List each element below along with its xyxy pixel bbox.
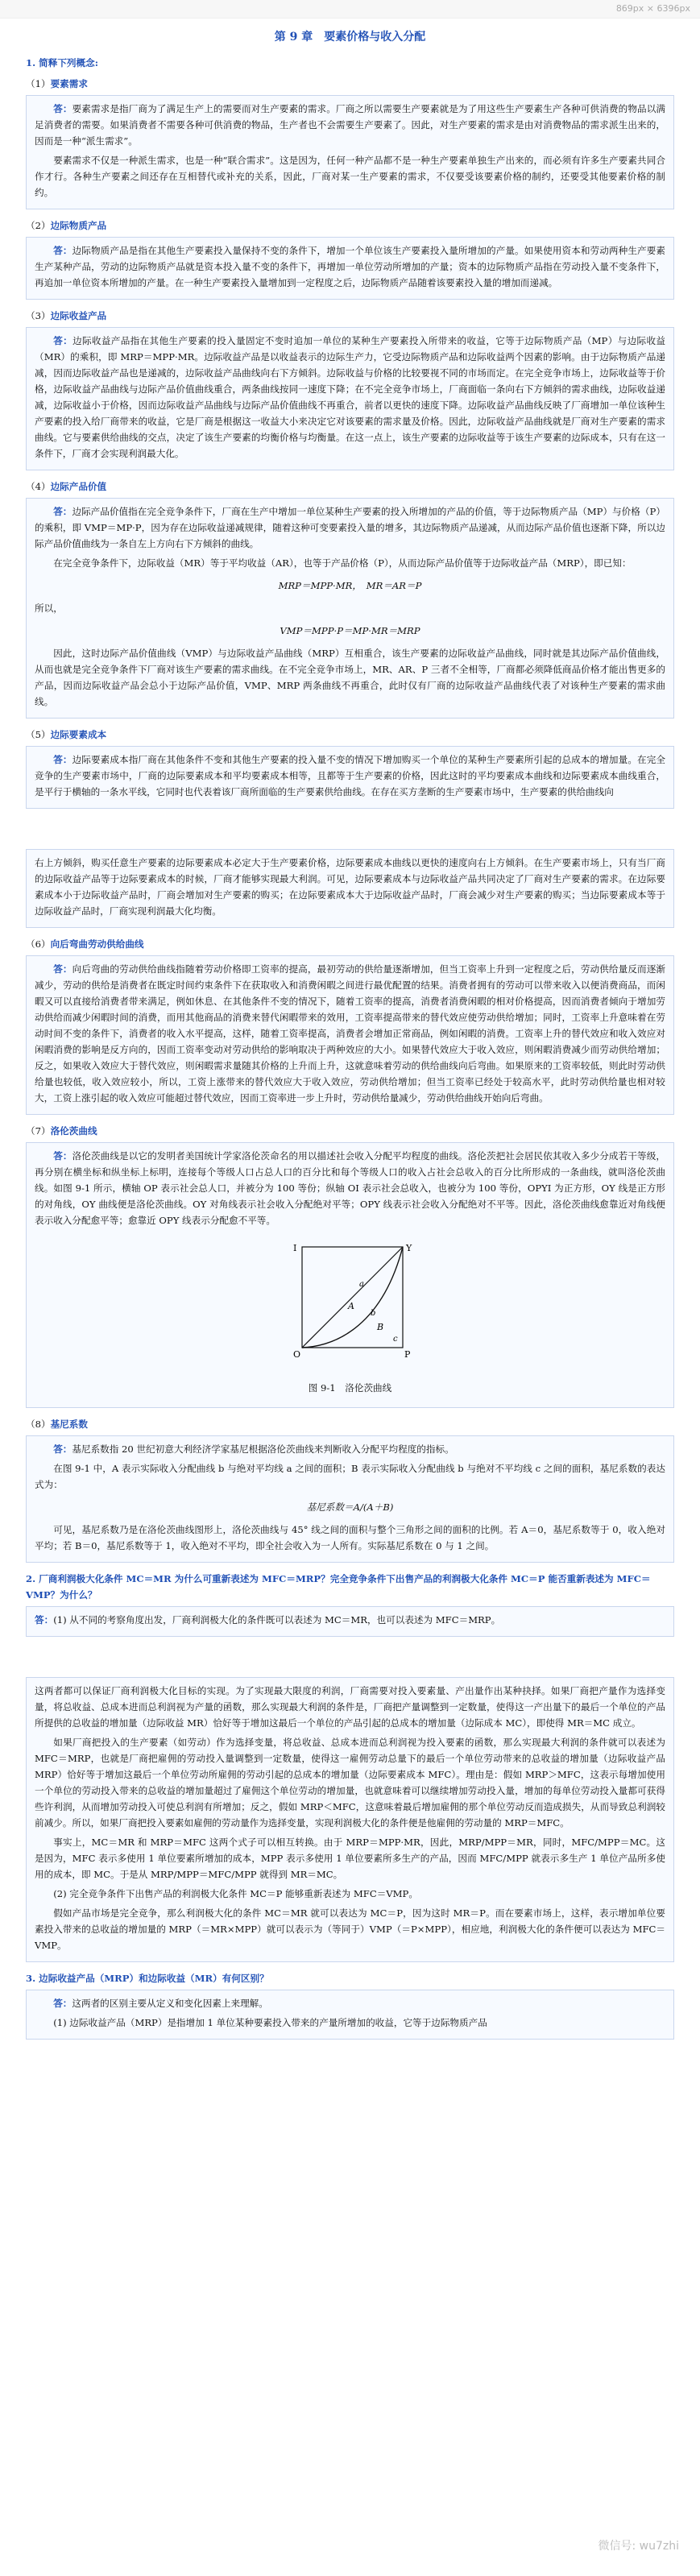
watermark: 微信号: wu7zhi xyxy=(598,2540,679,2553)
concept-1-heading xyxy=(26,76,674,92)
label-I: I xyxy=(292,1243,296,1253)
answer-label: 答： xyxy=(53,754,72,765)
answer-paragraph: 如果厂商把投入的生产要素（如劳动）作为选择变量，将总收益、总成本进而总利润视为投入要素的函数，那么实现最大利润的条件就可以表述为 MFC＝MRP，也就是厂商把雇佣的劳动投入量调整到一定数量，使得这一雇佣劳动总量下的最后一个单位劳动带来的总收益的增加量（边际收益产品 MRP）恰好等于增加这最后一个单位劳动所雇佣的劳动引起的总成本的增加量（边际要素成本 MFC）。理由是：假如 MRP＞MFC，这表示每增加使用一个单位的劳动投入带来的总收益的增加量超过了雇佣这个单位劳动的增加量，也就意味着可以继续增加劳动投入量，增加的每单位劳动投入量都可获得些许利润，从而增加劳动投入可使总利润有所增加；反之，假如 MRP＜MFC，这意味着最后增加雇佣的那个单位劳动反而造成损失，从而导致总利润较前减少。所以，如果厂商把投入要素如雇佣的劳动量作为选择变量，实现利润极大化的条件便是他雇佣的劳动量的 MRP＝MFC。 xyxy=(35,1737,665,1828)
answer-paragraph: (1) 边际收益产品（MRP）是指增加 1 单位某种要素投入带来的产量所增加的收益，它等于边际物质产品 xyxy=(53,2017,487,2028)
answer-paragraph: 这两者的区别主要从定义和变化因素上来理解。 xyxy=(72,1998,268,2009)
formula: VMP＝MPP·P＝MP·MR＝MRP xyxy=(280,625,420,636)
concept-number: （6） xyxy=(26,938,51,950)
answer-paragraph: 这两者都可以保证厂商利润极大化目标的实现。为了实现最大限度的利润，厂商需要对投入要素量、产出量作出某种抉择。如果厂商把产量作为选择变量，将总收益、总成本进而总利润视为产量的函数，那么实现最大利润的条件是，厂商把产量调整到一定数量，使得这一产出量下的最后一个单位的产品所提供的总收益的增加量（边际收益 MR）恰好等于增加这最后一个单位的产品引起的总成本的增加量（边际成本 MC），即使得 MR＝MC 成立。 xyxy=(35,1685,665,1729)
concept-number: （3） xyxy=(26,310,51,321)
answer-paragraph: 边际产品价值指在完全竞争条件下，厂商在生产中增加一单位某种生产要素的投入所增加的产品的价值，等于边际物质产品（MP）与价格（P）的乘积，即 VMP＝MP·P，因为存在边际收益递减规律，随着这种可变要素投入量的增多，其边际物质产品递减，从而边际产品价值也逐渐下降，所以边际产品价值曲线为一条自左上方向右下方倾斜的曲线。 xyxy=(35,506,665,549)
concept-title: 边际物质产品 xyxy=(50,220,107,231)
answer-paragraph: 基尼系数指 20 世纪初意大利经济学家基尼根据洛伦茨曲线来判断收入分配平均程度的指标。 xyxy=(72,1443,454,1455)
answer-label: 答： xyxy=(53,1998,72,2009)
label-Y: Y xyxy=(405,1243,412,1253)
answer-paragraph: 要素需求是指厂商为了满足生产上的需要而对生产要素的需求。厂商之所以需要生产要素就是为了用这些生产要素生产各种可供消费的物品以满足消费者的需要。如果消费者不需要各种可供消费的物品，生产者也不会需要生产要素了。因此，对生产要素的需求是由对消费物品的需求派生出来的，因而是一种“派生需求”。 xyxy=(35,103,665,147)
concept-number: （7） xyxy=(26,1125,51,1137)
answer-paragraph: 在完全竞争条件下，边际收益（MR）等于平均收益（AR），也等于产品价格（P），从而边际产品价值等于边际收益产品（MRP），即已知： xyxy=(53,557,632,569)
answer-box xyxy=(26,1142,674,1408)
question-3-title: 3. 边际收益产品（MRP）和边际收益（MR）有何区别？ xyxy=(26,1973,269,1984)
label-P: P xyxy=(404,1349,410,1360)
label-b: b xyxy=(370,1309,375,1318)
equality-line-a xyxy=(302,1247,403,1348)
page-break-gap xyxy=(26,1645,674,1674)
answer-label: 答： xyxy=(53,963,72,975)
answer-paragraph: (1) 从不同的考察角度出发，厂商利润极大化的条件既可以表述为 MC＝MR，也可以表述为 MFC＝MRP。 xyxy=(53,1614,501,1626)
formula: MRP＝MPP·MR， MR＝AR＝P xyxy=(278,580,422,591)
concept-title: 向后弯曲劳动供给曲线 xyxy=(50,938,144,950)
concept-title: 边际要素成本 xyxy=(50,729,107,740)
concept-title: 边际产品价值 xyxy=(50,481,107,492)
label-c: c xyxy=(392,1335,398,1344)
lorenz-curve-figure xyxy=(35,1235,665,1396)
document-page xyxy=(26,29,674,2048)
answer-box xyxy=(26,746,674,809)
answer-label: 答： xyxy=(53,1443,72,1455)
answer-paragraph: 向后弯曲的劳动供给曲线指随着劳动价格即工资率的提高，最初劳动的供给量逐渐增加，但当工资率上升到一定程度之后，劳动供给量反而逐渐减少，劳动的供给是消费者在既定时间约束条件下在获取收入和消费闲暇之间进行最优配置的结果。消费者拥有的劳动可以带来收入以便消费商品，而闲暇又可以直接给消费者带来满足，例如休息、在其他条件不变的情况下，随着工资率的提高，消费者消费闲暇的相对价格提高，因而消费者倾向于增加劳动供给而减少闲暇时间的消费，而用其他商品的消费来替代闲暇带来的效用，工资率提高带来的替代效应使劳动供给增加；同时，工资率上升意味着在劳动时间不变的条件下，消费者的收入水平提高，这样，随着工资率提高，消费者会增加正常商品，例如闲暇的消费。工资率上升的替代效应和收入效应对闲暇消费的影响是反方向的，因而工资率变动对劳动供给的影响取决于两种效应的大小。如果替代效应大于收入效应，则闲暇消费减少而劳动供给增加；反之，如果收入效应大于替代效应，则闲暇需求量随其价格的上升而上升，这就意味着劳动的供给曲线向后弯曲。如果原来的工资率较低，则此时劳动供给量也较低，收入效应较小，所以，工资上涨带来的替代效应大于收入效应，劳动供给增加；但当工资率已经处于较高水平，此时劳动供给量也相对较大，工资上涨引起的收入效应可能超过替代效应，因而工资率进一步上升时，劳动供给量减少，劳动供给曲线开始向后弯曲。 xyxy=(35,963,665,1104)
label-O: O xyxy=(292,1349,300,1360)
answer-paragraph: 可见，基尼系数乃是在洛伦茨曲线图形上，洛伦茨曲线与 45° 线之间的面积与整个三角形之间的面积的比例。若 A＝0，基尼系数等于 0，收入绝对平均；若 B＝0，基尼系数等于 1，收入绝对不平均，即全社会收入为一人所有。实际基尼系数在 0 与 1 之间。 xyxy=(35,1524,665,1551)
answer-paragraph: (2) 完全竞争条件下出售产品的利润极大化条件 MC＝P 能够重新表述为 MFC＝VMP。 xyxy=(53,1888,418,1899)
answer-paragraph: 边际收益产品指在其他生产要素的投入量固定不变时追加一单位的某种生产要素投入所带来的收益，它等于边际物质产品（MP）与边际收益（MR）的乘积，即 MRP＝MPP·MR。边际收益产品是以收益表示的边际生产力，它受边际物质产品和边际收益两个因素的影响。由于边际物质产品递减，因而边际收益产品也是递减的，边际收益产品曲线向右下方倾斜。边际收益与价格的比较要视不同的市场而定。在完全竞争市场上，边际收益等于价格，边际收益产品曲线与边际产品价值曲线重合，两条曲线按同一速度下降；在不完全竞争市场上，厂商面临一条向右下方倾斜的需求曲线，边际收益递减，边际收益小于价格，因而边际收益产品曲线与边际产品价值曲线不再重合，前者以更快的速度下降。边际收益产品曲线反映了厂商增加一单位该种生产要素的投入给厂商带来的收益，它是厂商是根据这一收益大小来决定它对该要素的需求量及价格。因此，边际收益产品曲线就是厂商对生产要素的需求曲线。它与要素供给曲线的交点，决定了该生产要素的均衡价格与均衡量。在这一点上，该生产要素的边际收益等于该生产要素的边际成本，只有在这一条件下，厂商才会实现利润最大化。 xyxy=(35,335,665,459)
answer-label: 答： xyxy=(53,506,72,517)
image-size-label: 869px × 6396px xyxy=(615,3,690,14)
figure-caption: 图 9-1 洛伦茨曲线 xyxy=(308,1382,392,1394)
answer-box xyxy=(26,237,674,300)
concept-number: （2） xyxy=(26,220,51,231)
concept-6-heading xyxy=(26,936,674,952)
chapter-title: 第 9 章 要素价格与收入分配 xyxy=(274,31,426,43)
answer-box xyxy=(26,1677,674,1962)
answer-label: 答： xyxy=(53,245,72,256)
formula: 基尼系数＝A/(A＋B) xyxy=(306,1501,394,1513)
concept-title: 要素需求 xyxy=(50,78,88,89)
answer-box xyxy=(26,498,674,719)
answer-paragraph: 在图 9-1 中，A 表示实际收入分配曲线 b 与绝对平均线 a 之间的面积；B 表示实际收入分配曲线 b 与绝对不平均线 c 之间的面积，基尼系数的表达式为： xyxy=(35,1463,665,1490)
answer-box xyxy=(26,1435,674,1563)
answer-paragraph: 因此，这时边际产品价值曲线（VMP）与边际收益产品曲线（MRP）互相重合，该生产要素的边际收益产品曲线，同时就是其边际产品价值曲线，从而也就是完全竞争条件下厂商对该生产要素的需求曲线。在不完全竞争市场上，MR、AR、P 三者不全相等，厂商都必须降低商品价格才能出售更多的产品，因而边际收益产品会总小于边际产品价值，VMP、MRP 两条曲线不再重合，此时仅有厂商的边际收益产品曲线代表了对该种生产要素的需求曲线。 xyxy=(35,648,665,707)
answer-paragraph: 右上方倾斜，购买任意生产要素的边际要素成本必定大于生产要素价格，边际要素成本曲线以更快的速度向右上方倾斜。在生产要素市场上，只有当厂商的边际收益产品等于边际要素成本的时候，厂商才能够实现最大利润。可见，边际要素成本与边际收益产品共同决定了厂商对生产要素的需求。在边际要素成本小于边际收益产品时，厂商会增加对生产要素的购买；在边际要素成本大于边际收益产品时，厂商会减少对生产要素的购买；当边际要素成本等于边际收益产品时，厂商实现利润最大化均衡。 xyxy=(35,857,665,917)
lorenz-curve-diagram xyxy=(282,1235,419,1372)
label-B: B xyxy=(376,1322,383,1332)
question-1-title: 1. 简释下列概念: xyxy=(26,57,98,68)
answer-label: 答： xyxy=(35,1614,54,1626)
answer-box xyxy=(26,1990,674,2040)
answer-paragraph: 边际物质产品是指在其他生产要素投入量保持不变的条件下，增加一个单位该生产要素投入量所增加的产量。如果使用资本和劳动两种生产要素生产某种产品，劳动的边际物质产品就是资本投入量不变的条件下，再增加一单位劳动所增加的产量；资本的边际物质产品指在劳动投入量不变条件下，再追加一单位资本所增加的产量。在一种生产要素投入量增加到一定程度之后，边际物质产品随着该要素投入量的增加而递减。 xyxy=(35,245,665,288)
answer-paragraph: 所以， xyxy=(35,603,63,614)
answer-box xyxy=(26,1606,674,1637)
concept-number: （5） xyxy=(26,729,51,740)
concept-8-heading xyxy=(26,1416,674,1432)
answer-box xyxy=(26,95,674,209)
concept-5-heading xyxy=(26,727,674,743)
concept-number: （4） xyxy=(26,481,51,492)
page-break-gap xyxy=(26,817,674,846)
concept-title: 洛伦茨曲线 xyxy=(50,1125,97,1137)
question-2-title: 2. 厂商利润极大化条件 MC＝MR 为什么可重新表述为 MFC＝MRP？完全竞争条件下出售产品的利润极大化条件 MC＝P 能否重新表述为 MFC＝VMP？为什么？ xyxy=(26,1573,651,1601)
concept-4-heading xyxy=(26,478,674,495)
label-A: A xyxy=(347,1301,354,1311)
answer-paragraph: 假如产品市场是完全竞争，那么利润极大化的条件 MC＝MR 就可以表达为 MC＝P，因为这时 MR＝P。而在要素市场上，这样，表示增加单位要素投入带来的总收益的增加量的 MRP（＝MR×MPP）就可以表示为（等同于）VMP（＝P×MPP），相应地，利润极大化的条件便可以表达为 MFC＝VMP。 xyxy=(35,1907,665,1951)
concept-title: 边际收益产品 xyxy=(50,310,107,321)
concept-7-heading xyxy=(26,1123,674,1139)
answer-box xyxy=(26,955,674,1115)
top-bar xyxy=(0,0,700,19)
answer-label: 答： xyxy=(53,103,72,114)
concept-number: （1） xyxy=(26,78,51,89)
concept-3-heading xyxy=(26,308,674,324)
answer-label: 答： xyxy=(53,335,73,346)
answer-paragraph: 要素需求不仅是一种派生需求，也是一种“联合需求”。这是因为，任何一种产品都不是一种生产要素单独生产出来的，而必须有许多生产要素共同合作才行。各种生产要素之间还存在互相替代或补充的关系，因此，厂商对某一生产要素的需求，不仅要受该要素价格的制约，还要受其他要素价格的制约。 xyxy=(35,155,665,198)
answer-paragraph: 洛伦茨曲线是以它的发明者美国统计学家洛伦茨命名的用以描述社会收入分配平均程度的曲线。洛伦茨把社会居民依其收入多少分成若干等级，再分别在横坐标和纵坐标上标明，连接每个等级人口占总人口的百分比和每个等级人口的收入占社会总收入的百分比所形成的一条曲线，就叫洛伦茨曲线。如图 9-1 所示，横轴 OP 表示社会总人口，并被分为 100 等份；纵轴 OI 表示社会总收入，也被分为 100 等份，OPYI 为正方形，OY 线是正方形的对角线，OY 曲线便是洛伦茨曲线。OY 对角线表示社会收入分配绝对平等；OPY 线表示社会收入分配绝对不平等。因此，洛伦茨曲线愈靠近对角线便表示收入分配愈平等；愈靠近 OPY 线表示分配愈不平等。 xyxy=(35,1150,665,1226)
answer-box xyxy=(26,849,674,928)
concept-2-heading xyxy=(26,217,674,234)
answer-label: 答： xyxy=(53,1150,72,1162)
answer-box xyxy=(26,327,674,470)
concept-title: 基尼系数 xyxy=(50,1418,88,1430)
answer-paragraph: 事实上，MC＝MR 和 MRP＝MFC 这两个式子可以相互转换。由于 MRP＝MPP·MR，因此，MRP/MPP＝MR，同时，MFC/MPP＝MC。这是因为，MFC 表示多使用 1 单位要素所增加的成本，MPP 表示多使用 1 单位要素所多生产的产品，因而 MFC/MPP 就表示多生产 1 单位产品所多使用的成本，即 MC。于是从 MRP/MPP＝MFC/MPP 就得到 MR＝MC。 xyxy=(35,1837,665,1880)
concept-number: （8） xyxy=(26,1418,51,1430)
answer-paragraph: 边际要素成本指厂商在其他条件不变和其他生产要素的投入量不变的情况下增加购买一个单位的某种生产要素所引起的总成本的增加量。在完全竞争的生产要素市场中，厂商的边际要素成本和平均要素成本相等，且都等于生产要素的价格，因此这时的平均要素成本曲线和边际要素成本曲线重合，是平行于横轴的一条水平线，它同时也代表着该厂商所面临的生产要素供给曲线。在存在买方垄断的生产要素市场中，生产要素的供给曲线向 xyxy=(35,754,665,797)
label-a: a xyxy=(358,1280,364,1289)
